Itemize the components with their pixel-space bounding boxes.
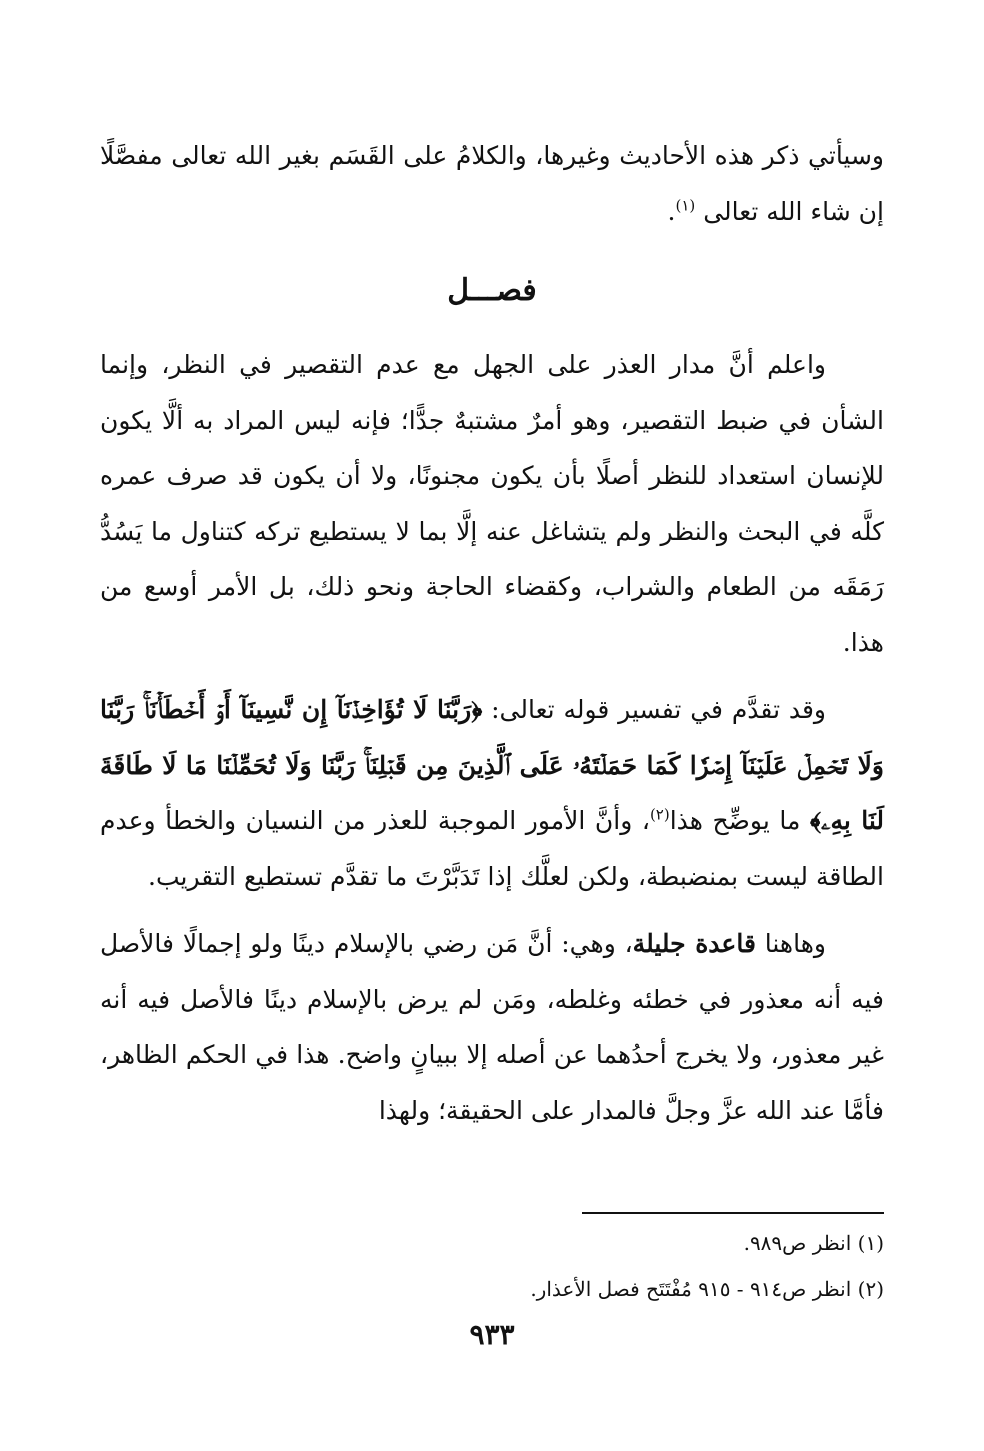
intro-text: وسيأتي ذكر هذه الأحاديث وغيرها، والكلامُ على القَسَم بغير الله تعالى مفصَّلًا إن شاء الله تعالى [100, 141, 884, 226]
paragraph-2 [100, 682, 884, 904]
quran-verse: ﴿رَبَّنَا لَا تُؤَاخِذۡنَآ إِن نَّسِينَآ أَوۡ أَخۡطَأۡنَاۚ رَبَّنَا وَلَا تَحۡمِلۡ عَلَيۡنَآ إِصۡرٗا كَمَا حَمَلۡتَهُۥ عَلَى ٱلَّذِينَ مِن قَبۡلِنَاۚ رَبَّنَا وَلَا تُحَمِّلۡنَا مَا لَا طَاقَةَ لَنَا بِهِۦ﴾ [100, 695, 884, 835]
footnotes [100, 1220, 884, 1312]
footnote-divider [582, 1212, 884, 1214]
paragraph-2-tail: ، وأنَّ الأمور الموجبة للعذر من النسيان والخطأ وعدم الطاقة ليست بمنضبطة، ولكن لعلَّك إذا تَدَبَّرْتَ ما تقدَّم تستطيع التقريب. [100, 806, 884, 891]
paragraph-3 [100, 916, 884, 1138]
footnote-ref-1[interactable]: (١) [675, 196, 696, 215]
footnote-1: (١) انظر ص٩٨٩. [743, 1231, 884, 1255]
page-number: ٩٣٣ [469, 1318, 515, 1351]
intro-end: . [667, 196, 676, 226]
intro-paragraph [100, 128, 884, 239]
section-title: فصـــل [447, 273, 537, 308]
paragraph-3-tail: ، وهي: أنَّ مَن رضي بالإسلام دينًا ولو إجمالًا فالأصل فيه أنه معذور في خطئه وغلطه، ومَن لم يرض بالإسلام دينًا فالأصل فيه أنه غير معذور، ولا يخرج أحدُهما عن أصله إلا ببيانٍ واضح. هذا في الحكم الظاهر، فأمَّا عند الله عزَّ وجلَّ فالمدار على الحقيقة؛ ولهذا [100, 929, 884, 1125]
paragraph-2-middle: ما يوضِّح هذا [669, 806, 810, 835]
paragraph-3-lead: وهاهنا [755, 929, 826, 958]
paragraph-2-lead: وقد تقدَّم في تفسير قوله تعالى: [482, 695, 826, 724]
footnote-2: (٢) انظر ص٩١٤ - ٩١٥ مُفْتَتَح فصل الأعذار. [530, 1277, 884, 1301]
paragraph-3-bold-term: قاعدة جليلة [632, 929, 756, 958]
footnote-ref-2[interactable]: (٢) [649, 805, 670, 824]
paragraph-1: واعلم أنَّ مدار العذر على الجهل مع عدم التقصير في النظر، وإنما الشأن في ضبط التقصير، وهو أمرٌ مشتبهٌ جدًّا؛ فإنه ليس المراد به ألَّا يكون للإنسان استعداد للنظر أصلًا بأن يكون مجنونًا، ولا أن يكون قد صرف عمره كلَّه في البحث والنظر ولم يتشاغل عنه إلَّا بما لا يستطيع تركه كتناول ما يَسُدُّ رَمَقَه من الطعام والشراب، وكقضاء الحاجة ونحو ذلك، بل الأمر أوسع من هذا. [100, 350, 884, 657]
